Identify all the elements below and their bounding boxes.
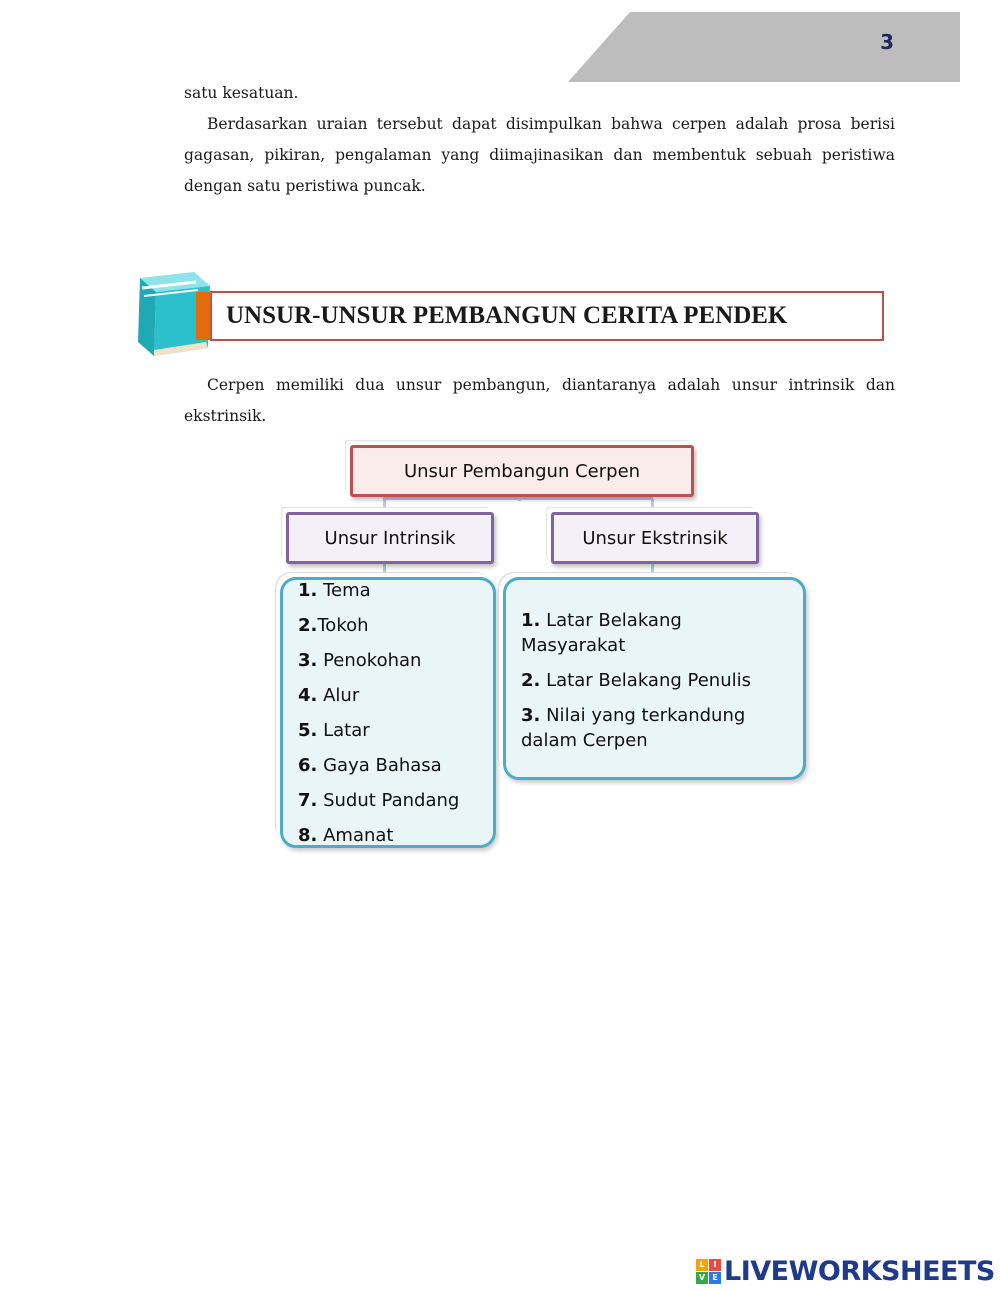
logo-squares-icon: L I V E <box>696 1259 721 1284</box>
section-header <box>210 291 884 341</box>
section-body: Cerpen memiliki dua unsur pembangun, diantaranya adalah unsur intrinsik dan ekstrinsik. <box>184 376 895 425</box>
list-item: 3. Nilai yang terkandung dalam Cerpen <box>521 705 746 751</box>
list-item: 2. Latar Belakang Penulis <box>521 670 751 691</box>
list-item: 1. Tema <box>298 580 371 601</box>
page-number: 3 <box>880 30 894 54</box>
intro-line: satu kesatuan. <box>184 84 299 102</box>
section-title: UNSUR-UNSUR PEMBANGUN CERITA PENDEK <box>226 302 788 329</box>
diagram-root-node: Unsur Pembangun Cerpen <box>350 445 694 497</box>
intrinsik-node: Unsur Intrinsik <box>286 512 494 564</box>
connector-right <box>651 499 654 513</box>
connector-left-list <box>383 564 386 578</box>
intrinsik-list <box>280 577 496 848</box>
list-item: 2.Tokoh <box>298 615 369 636</box>
list-item: 7. Sudut Pandang <box>298 790 460 811</box>
list-item: 3. Penokohan <box>298 650 422 671</box>
connector-left <box>383 499 386 513</box>
list-item: 6. Gaya Bahasa <box>298 755 442 776</box>
list-item: 4. Alur <box>298 685 360 706</box>
liveworksheets-logo[interactable] <box>696 1253 995 1289</box>
ekstrinsik-list <box>503 577 806 780</box>
list-item: 8. Amanat <box>298 825 394 846</box>
list-item: 5. Latar <box>298 720 370 741</box>
list-item: 1. Latar Belakang Masyarakat <box>521 610 682 656</box>
ekstrinsik-node: Unsur Ekstrinsik <box>551 512 759 564</box>
page-number-tab <box>568 12 960 82</box>
connector-right-list <box>651 564 654 578</box>
logo-text: LIVEWORKSHEETS <box>724 1255 995 1287</box>
intro-paragraph: Berdasarkan uraian tersebut dapat disimpulkan bahwa cerpen adalah prosa berisi gagasan, pikiran, pengalaman yang diimajinasikan dan membentuk sebuah peristiwa dengan satu peristiwa puncak. <box>184 115 895 195</box>
